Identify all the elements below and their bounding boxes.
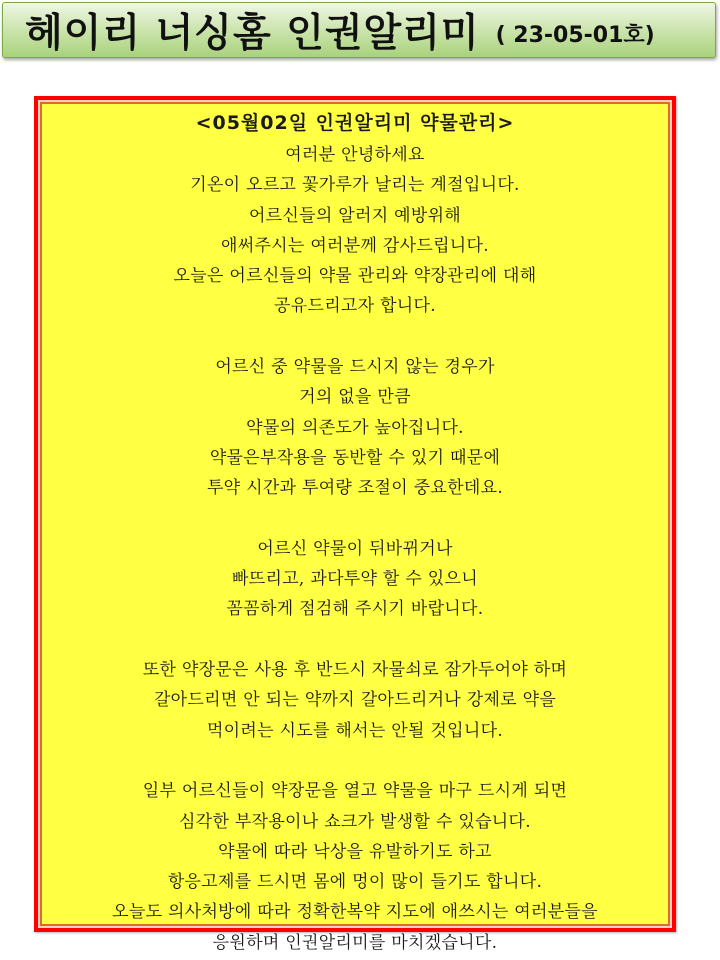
body-line: 투약 시간과 투여량 조절이 중요한데요. — [206, 478, 504, 499]
body-line: 애써주시는 여러분께 감사드립니다. — [221, 235, 489, 256]
body-line: 먹이려는 시도를 해서는 안될 것입니다. — [206, 720, 504, 741]
body-line: 항응고제를 드시면 몸에 멍이 많이 들기도 합니다. — [167, 872, 543, 893]
body-line: 오늘은 어르신들의 약물 관리와 약장관리에 대해 — [173, 266, 537, 287]
notice-body — [42, 140, 668, 958]
body-line: 빠뜨리고, 과다투약 할 수 있으니 — [232, 569, 478, 590]
blank-line — [42, 625, 668, 655]
body-line: 어르신 약물이 뒤바뀌거나 — [257, 538, 453, 559]
body-line: 갈아드리면 안 되는 약까지 갈아드리거나 강제로 약을 — [153, 690, 557, 711]
banner-title: 헤이리 너싱홈 인권알리미 — [25, 11, 480, 56]
body-line: 꼼꼼하게 점검해 주시기 바랍니다. — [226, 599, 484, 620]
body-line: 어르신들의 알러지 예방위해 — [248, 205, 462, 226]
blank-line — [42, 504, 668, 534]
body-line: 또한 약장문은 사용 후 반드시 자물쇠로 잠가두어야 하며 — [142, 660, 568, 681]
body-line: 공유드리고자 합니다. — [274, 296, 436, 317]
header-banner — [2, 2, 716, 58]
body-line: 오늘도 의사처방에 따라 정확한복약 지도에 애쓰시는 여러분들을 — [112, 902, 598, 923]
body-line: 기온이 오르고 꽃가루가 날리는 계절입니다. — [190, 175, 520, 196]
body-line: 거의 없을 만큼 — [299, 387, 411, 408]
body-line: 심각한 부작용이나 쇼크가 발생할 수 있습니다. — [179, 811, 531, 832]
body-line: 여러분 안녕하세요 — [285, 145, 425, 165]
notice-frame — [34, 96, 676, 953]
notice-panel — [40, 102, 670, 953]
body-line: 약물은부작용을 동반할 수 있기 때문에 — [209, 447, 501, 468]
blank-line — [42, 322, 668, 352]
notice-heading: <05월02일 인권알리미 약물관리> — [195, 112, 515, 134]
body-line: 어르신 중 약물을 드시지 않는 경우가 — [215, 357, 495, 378]
notice-frame-inner — [38, 100, 672, 953]
body-line: 응원하며 인권알리미를 마치겠습니다. — [212, 932, 498, 953]
issue-number: ( 23-05-01호) — [495, 22, 655, 48]
body-line: 약물의 의존도가 높아집니다. — [246, 417, 464, 438]
body-line: 일부 어르신들이 약장문을 열고 약물을 마구 드시게 되면 — [142, 781, 568, 802]
blank-line — [42, 746, 668, 776]
body-line: 약물에 따라 낙상을 유발하기도 하고 — [218, 841, 492, 862]
